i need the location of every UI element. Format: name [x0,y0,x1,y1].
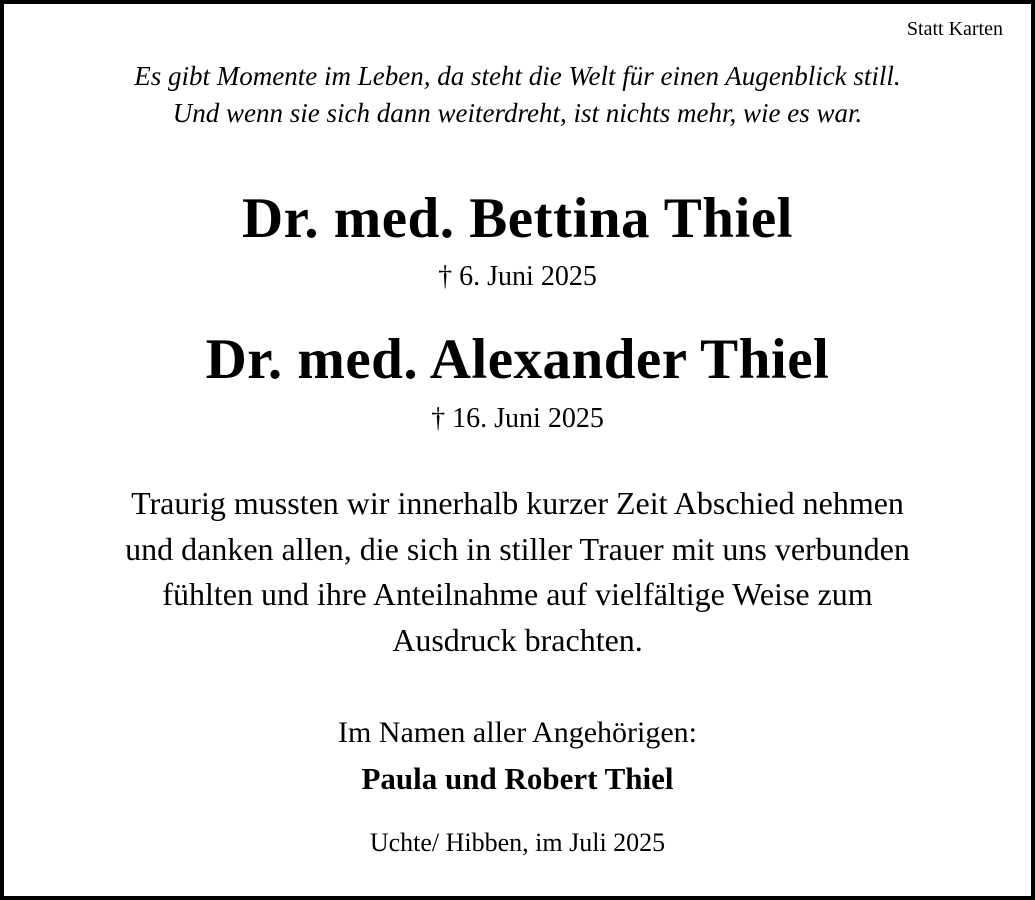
deceased-name-1: Dr. med. Bettina Thiel [242,186,793,250]
epitaph-line-2: Und wenn sie sich dann weiterdreht, ist nichts mehr, wie es war. [172,98,863,129]
deceased-block-2 [26,294,1009,435]
thank-you-line-1: Traurig mussten wir innerhalb kurzer Zeit Abschied nehmen [131,485,904,522]
deceased-block-1 [26,133,1009,294]
deceased-date-1: † 6. Juni 2025 [438,261,597,293]
closing-names-text: Paula und Robert Thiel [361,761,674,797]
thank-you-line-4: Ausdruck brachten. [392,621,643,658]
thank-you-line-2: und danken allen, die sich in stiller Trauer mit uns verbunden [125,530,910,567]
epitaph-line-1: Es gibt Momente im Leben, da steht die Welt für einen Augenblick still. [134,61,901,91]
deceased-date-2: † 16. Juni 2025 [431,402,604,434]
statt-karten-note: Statt Karten [906,18,1003,40]
place-and-date: Uchte/ Hibben, im Juli 2025 [369,828,666,858]
thank-you-text [26,481,1009,663]
thank-you-line-3: fühlten und ihre Anteilnahme auf vielfältige Weise zum [162,576,873,613]
closing-block [26,715,1009,799]
epitaph-quote [26,58,1009,133]
deceased-name-2: Dr. med. Alexander Thiel [205,327,830,391]
closing-lead-text: Im Namen aller Angehörigen: [337,716,698,750]
